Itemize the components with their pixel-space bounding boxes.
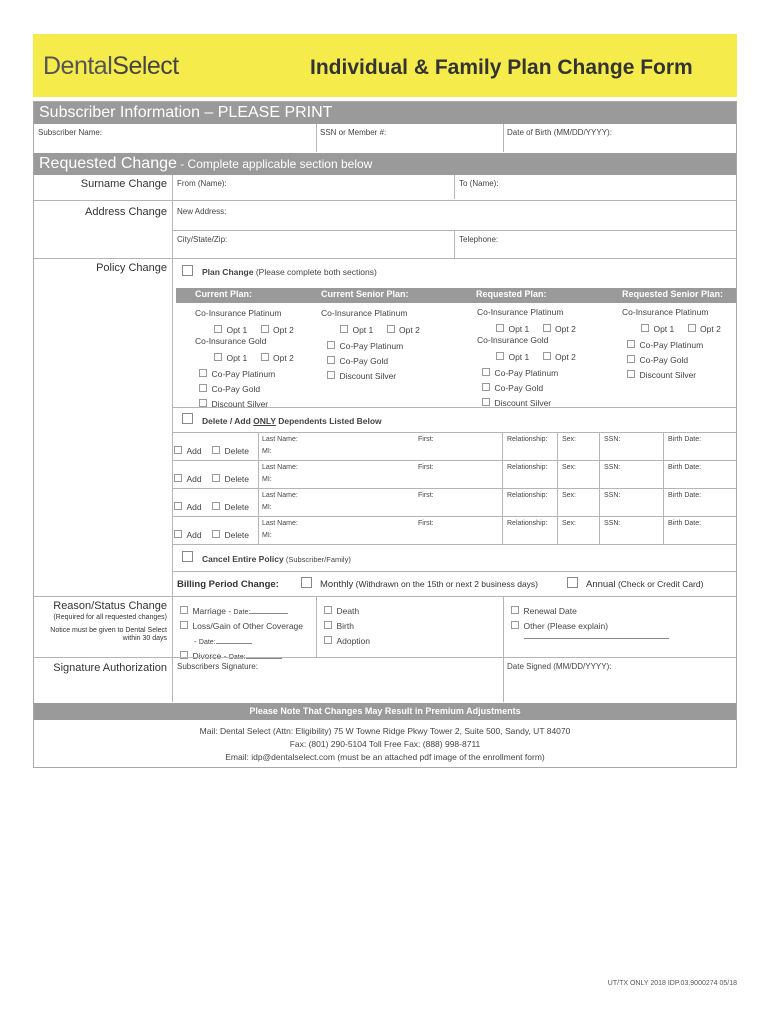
dependent-relationship-field[interactable]: Relationship: — [507, 436, 548, 443]
address-change-label: Address Change — [85, 206, 167, 218]
divider — [258, 432, 259, 460]
marriage-date-field[interactable] — [250, 613, 288, 614]
premium-adjustment-note: Please Note That Changes May Result in Premium Adjustments — [34, 703, 736, 720]
divider — [316, 124, 317, 152]
dependent-first-name-field[interactable]: First: — [418, 520, 434, 527]
loss-gain-option: Loss/Gain of Other Coverage — [180, 616, 303, 634]
dependent-delete-option: Delete — [212, 441, 249, 459]
current-coins-platinum-options: Opt 1 Opt 2 — [214, 320, 294, 338]
divider — [663, 432, 664, 460]
row-divider — [172, 407, 736, 408]
ssn-field[interactable]: SSN or Member #: — [320, 128, 387, 137]
dependent-last-name-field[interactable]: Last Name: — [262, 520, 298, 527]
req-senior-copay-gold: Co-Pay Gold — [627, 350, 688, 368]
dependents-title: Delete / Add ONLY Dependents Listed Below — [202, 416, 382, 426]
monthly-option: Monthly (Withdrawn on the 15th or next 2 business days) — [320, 579, 538, 590]
loss-gain-date-field[interactable] — [216, 643, 252, 644]
divorce-date-field[interactable] — [246, 658, 282, 659]
dependent-first-name-field[interactable]: First: — [418, 464, 434, 471]
divider — [663, 488, 664, 516]
dependent-add-option: Add — [174, 525, 202, 543]
marriage-option: Marriage - Date: — [180, 601, 288, 619]
opt2-checkbox[interactable] — [387, 325, 395, 333]
surname-change-label: Surname Change — [80, 178, 167, 190]
checkbox[interactable] — [627, 370, 635, 378]
divider — [557, 516, 558, 544]
checkbox[interactable] — [482, 398, 490, 406]
city-state-zip-field[interactable]: City/State/Zip: — [177, 235, 228, 244]
delete-checkbox[interactable] — [212, 502, 220, 510]
form-code: UT/TX ONLY 2018 IDP.03.9000274 05/18 — [607, 980, 737, 987]
divider — [599, 488, 600, 516]
opt2-checkbox[interactable] — [261, 353, 269, 361]
dependent-last-name-field[interactable]: Last Name: — [262, 436, 298, 443]
req-discount-silver: Discount Silver — [482, 393, 551, 411]
form-title: Individual & Family Plan Change Form — [310, 56, 693, 79]
divider — [503, 596, 504, 657]
current-copay-gold: Co-Pay Gold — [199, 379, 260, 397]
divider — [599, 516, 600, 544]
senior-coins-platinum-options: Opt 1 Opt 2 — [340, 320, 420, 338]
annual-option: Annual (Check or Credit Card) — [586, 579, 704, 590]
divider — [316, 596, 317, 657]
checkbox[interactable] — [627, 340, 635, 348]
birth-option: Birth — [324, 616, 354, 634]
dob-field[interactable]: Date of Birth (MM/DD/YYYY): — [507, 128, 612, 137]
checkbox[interactable] — [511, 621, 519, 629]
divider — [557, 488, 558, 516]
reason-notice-line1: Notice must be given to Dental Select — [50, 627, 167, 634]
row-divider — [172, 488, 736, 489]
row-divider — [34, 200, 736, 201]
requested-plan-header: Requested Plan: — [476, 289, 547, 299]
checkbox[interactable] — [511, 606, 519, 614]
death-option: Death — [324, 601, 359, 619]
req-copay-gold: Co-Pay Gold — [482, 378, 543, 396]
opt1-checkbox[interactable] — [214, 325, 222, 333]
senior-coins-platinum-label: Co-Insurance Platinum — [321, 308, 408, 318]
divider — [503, 124, 504, 152]
plan-change-checkbox[interactable] — [182, 265, 193, 276]
renewal-date-option: Renewal Date — [511, 601, 577, 619]
dependent-mi-field[interactable]: MI: — [262, 476, 272, 483]
divider — [258, 516, 259, 544]
opt2-checkbox[interactable] — [543, 324, 551, 332]
row-divider — [34, 596, 736, 597]
divider — [172, 657, 173, 702]
dependent-relationship-field[interactable]: Relationship: — [507, 464, 548, 471]
divider — [502, 516, 503, 544]
annual-checkbox[interactable] — [567, 577, 578, 588]
delete-checkbox[interactable] — [212, 474, 220, 482]
divider — [502, 488, 503, 516]
current-plan-header: Current Plan: — [195, 289, 253, 299]
dependent-sex-field[interactable]: Sex: — [562, 520, 577, 527]
opt1-checkbox[interactable] — [496, 352, 504, 360]
email-address: Email: idp@dentalselect.com (must be an attached pdf image of the enrollment form) — [225, 752, 545, 762]
checkbox[interactable] — [482, 368, 490, 376]
checkbox[interactable] — [327, 341, 335, 349]
from-name-field[interactable]: From (Name): — [177, 179, 227, 188]
telephone-field[interactable]: Telephone: — [459, 235, 499, 244]
row-divider — [34, 657, 736, 658]
billing-period-label: Billing Period Change: — [177, 579, 279, 590]
checkbox[interactable] — [199, 384, 207, 392]
dependent-delete-option: Delete — [212, 497, 249, 515]
requested-senior-plan-header: Requested Senior Plan: — [622, 289, 724, 299]
senior-copay-gold: Co-Pay Gold — [327, 351, 388, 369]
dependent-ssn-field[interactable]: SSN: — [604, 492, 621, 499]
dependent-relationship-field[interactable]: Relationship: — [507, 492, 548, 499]
mail-address: Mail: Dental Select (Attn: Eligibility) 75 W Towne Ridge Pkwy Tower 2, Suite 500, Sandy, UT 84070 — [199, 726, 571, 736]
divider — [599, 460, 600, 488]
dependent-first-name-field[interactable]: First: — [418, 436, 434, 443]
checkbox[interactable] — [180, 621, 188, 629]
dependent-mi-field[interactable]: MI: — [262, 448, 272, 455]
dependent-add-option: Add — [174, 497, 202, 515]
delete-checkbox[interactable] — [212, 446, 220, 454]
plan-columns-header — [176, 288, 736, 303]
new-address-field[interactable]: New Address: — [177, 207, 227, 216]
policy-change-label: Policy Change — [96, 262, 167, 274]
dependent-birth-date-field[interactable]: Birth Date: — [668, 520, 702, 527]
form-header — [33, 34, 737, 97]
dependent-mi-field[interactable]: MI: — [262, 504, 272, 511]
signature-authorization-label: Signature Authorization — [53, 662, 167, 674]
req-senior-discount-silver: Discount Silver — [627, 365, 696, 383]
reason-status-label: Reason/Status Change — [53, 600, 167, 612]
subscriber-signature-field[interactable]: Subscribers Signature: — [177, 662, 258, 671]
checkbox[interactable] — [627, 355, 635, 363]
requested-change-heading: Requested Change - Complete applicable section below — [34, 153, 736, 175]
to-name-field[interactable]: To (Name): — [459, 179, 499, 188]
current-discount-silver: Discount Silver — [199, 394, 268, 412]
checkbox[interactable] — [324, 606, 332, 614]
delete-checkbox[interactable] — [212, 530, 220, 538]
checkbox[interactable] — [324, 636, 332, 644]
dental-select-logo: DentalSelect — [43, 52, 179, 80]
dependent-add-option: Add — [174, 441, 202, 459]
dependents-checkbox[interactable] — [182, 413, 193, 424]
divider — [502, 432, 503, 460]
opt2-checkbox[interactable] — [688, 324, 696, 332]
monthly-checkbox[interactable] — [301, 577, 312, 588]
dependent-relationship-field[interactable]: Relationship: — [507, 520, 548, 527]
cancel-policy-label: Cancel Entire Policy (Subscriber/Family) — [202, 554, 351, 564]
current-copay-platinum: Co-Pay Platinum — [199, 364, 275, 382]
current-coins-gold-label: Co-Insurance Gold — [195, 336, 267, 346]
req-senior-copay-platinum: Co-Pay Platinum — [627, 335, 703, 353]
dependent-birth-date-field[interactable]: Birth Date: — [668, 436, 702, 443]
divider — [258, 460, 259, 488]
senior-copay-platinum: Co-Pay Platinum — [327, 336, 403, 354]
opt1-checkbox[interactable] — [340, 325, 348, 333]
dependent-sex-field[interactable]: Sex: — [562, 492, 577, 499]
dependent-last-name-field[interactable]: Last Name: — [262, 464, 298, 471]
subscriber-section-heading: Subscriber Information – PLEASE PRINT — [34, 102, 736, 124]
date-signed-field[interactable]: Date Signed (MM/DD/YYYY): — [507, 662, 612, 671]
checkbox[interactable] — [199, 369, 207, 377]
opt1-checkbox[interactable] — [214, 353, 222, 361]
divider — [557, 460, 558, 488]
req-coins-platinum-options: Opt 1 Opt 2 — [496, 319, 576, 337]
row-divider — [172, 571, 736, 572]
dependent-ssn-field[interactable]: SSN: — [604, 436, 621, 443]
dependent-delete-option: Delete — [212, 469, 249, 487]
senior-discount-silver: Discount Silver — [327, 366, 396, 384]
req-senior-coins-platinum-options: Opt 1 Opt 2 — [641, 319, 721, 337]
row-divider — [172, 516, 736, 517]
checkbox[interactable] — [180, 606, 188, 614]
checkbox[interactable] — [324, 621, 332, 629]
dependent-sex-field[interactable]: Sex: — [562, 464, 577, 471]
adoption-option: Adoption — [324, 631, 370, 649]
subscriber-name-field[interactable]: Subscriber Name: — [38, 128, 103, 137]
dependent-mi-field[interactable]: MI: — [262, 532, 272, 539]
divider — [258, 488, 259, 516]
dependent-birth-date-field[interactable]: Birth Date: — [668, 464, 702, 471]
dependent-add-option: Add — [174, 469, 202, 487]
add-checkbox[interactable] — [174, 502, 182, 510]
row-divider — [172, 460, 736, 461]
divider — [557, 432, 558, 460]
req-coins-gold-label: Co-Insurance Gold — [477, 335, 549, 345]
checkbox[interactable] — [327, 371, 335, 379]
divider — [663, 516, 664, 544]
req-senior-coins-platinum-label: Co-Insurance Platinum — [622, 307, 709, 317]
reason-required-note: (Required for all requested changes) — [53, 614, 167, 621]
divider — [454, 175, 455, 199]
dependent-last-name-field[interactable]: Last Name: — [262, 492, 298, 499]
divorce-option: Divorce - Date: — [180, 646, 282, 664]
checkbox[interactable] — [482, 383, 490, 391]
opt2-checkbox[interactable] — [261, 325, 269, 333]
loss-gain-date: - Date: — [194, 631, 252, 649]
divider — [503, 657, 504, 702]
row-divider — [172, 432, 736, 433]
checkbox[interactable] — [327, 356, 335, 364]
add-checkbox[interactable] — [174, 530, 182, 538]
req-coins-gold-options: Opt 1 Opt 2 — [496, 347, 576, 365]
dependent-first-name-field[interactable]: First: — [418, 492, 434, 499]
add-checkbox[interactable] — [174, 446, 182, 454]
current-coins-gold-options: Opt 1 Opt 2 — [214, 348, 294, 366]
opt1-checkbox[interactable] — [496, 324, 504, 332]
add-checkbox[interactable] — [174, 474, 182, 482]
dependent-ssn-field[interactable]: SSN: — [604, 464, 621, 471]
reason-notice-line2: within 30 days — [122, 635, 167, 642]
divider — [502, 460, 503, 488]
divider — [599, 432, 600, 460]
dependent-delete-option: Delete — [212, 525, 249, 543]
label-column-divider — [172, 175, 173, 657]
req-coins-platinum-label: Co-Insurance Platinum — [477, 307, 564, 317]
dependent-ssn-field[interactable]: SSN: — [604, 520, 621, 527]
row-divider — [172, 544, 736, 545]
cancel-policy-checkbox[interactable] — [182, 551, 193, 562]
other-option: Other (Please explain) — [511, 616, 608, 634]
divider — [663, 460, 664, 488]
opt1-checkbox[interactable] — [641, 324, 649, 332]
plan-change-label: Plan Change (Please complete both sections) — [202, 267, 377, 277]
current-coins-platinum-label: Co-Insurance Platinum — [195, 308, 282, 318]
opt2-checkbox[interactable] — [543, 352, 551, 360]
other-explain-field[interactable] — [524, 638, 669, 639]
fax-numbers: Fax: (801) 290-5104 Toll Free Fax: (888) 998-8711 — [289, 739, 481, 749]
checkbox[interactable] — [199, 399, 207, 407]
current-senior-plan-header: Current Senior Plan: — [321, 289, 409, 299]
dependent-sex-field[interactable]: Sex: — [562, 436, 577, 443]
divider — [454, 230, 455, 258]
row-divider — [34, 258, 736, 259]
dependent-birth-date-field[interactable]: Birth Date: — [668, 492, 702, 499]
req-copay-platinum: Co-Pay Platinum — [482, 363, 558, 381]
